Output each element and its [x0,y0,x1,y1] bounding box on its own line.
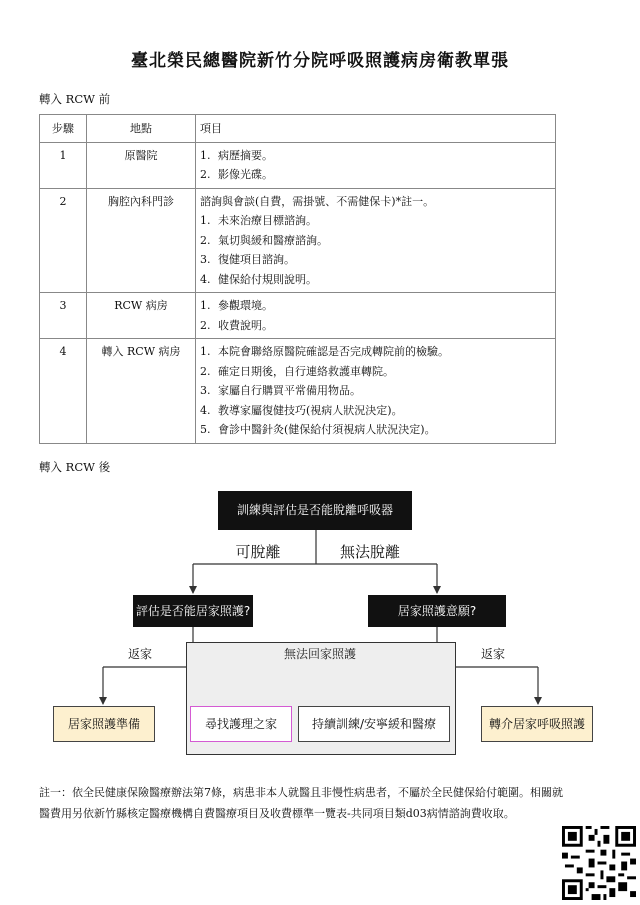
list-item: 1. 參觀環境。 [200,299,273,312]
list-item: 3. 家屬自行購買平常備用物品。 [200,384,361,397]
section-after-heading: 轉入 RCW 後 [39,460,111,474]
section-before-heading: 轉入 RCW 前 [39,92,111,106]
list-item: 2. 影像光碟。 [200,168,273,181]
step-number: 3 [40,293,87,339]
cannot-wean-label: 無法脫離 [339,543,400,561]
step-place: 轉入 RCW 病房 [87,339,196,444]
list-item: 3. 復健項目諮詢。 [200,253,295,266]
step-number: 1 [40,142,87,188]
list-item: 5. 會診中醫針灸(健保給付須視病人狀況決定)。 [200,423,436,436]
step-number: 4 [40,339,87,444]
assess-home-care-box: 評估是否能居家照護? [133,595,253,627]
can-wean-label: 可脫離 [235,543,281,561]
list-item: 1. 本院會聯絡原醫院確認是否完成轉院前的檢驗。 [200,345,449,358]
home-care-prep-box: 居家照護準備 [53,706,155,742]
page-title: 臺北榮民總醫院新竹分院呼吸照護病房衛教單張 [131,51,509,71]
list-item: 1. 病歷摘要。 [200,148,273,162]
go-home-left-label: 返家 [127,647,152,661]
continue-training-box: 持續訓練/安寧緩和醫療 [298,706,450,742]
header-place: 地點 [87,115,196,143]
list-item: 4. 教導家屬復健技巧(視病人狀況決定)。 [200,403,403,417]
step-place: RCW 病房 [87,293,196,339]
home-care-willingness-box: 居家照護意願? [368,595,506,627]
step-place: 胸腔內科門診 [87,188,196,293]
flow-start-box: 訓練與評估是否能脫離呼吸器 [218,491,412,530]
step-intro: 諮詢與會談(自費，需掛號、不需健保卡)*註一。 [200,194,435,208]
no-home-care-label: 無法回家照護 [283,647,356,661]
footnote: 註一：依全民健康保險醫療辦法第7條，病患非本人就醫且非慢性病患者，不屬於全民健保給付範圍。相關就醫費用另依新竹縣核定醫療機構自費醫療項目及收費標準一覽表-共同項目類d03病情諮詢費收取。 [39,786,563,820]
list-item: 2. 確定日期後，自行連絡救護車轉院。 [200,364,394,378]
step-number: 2 [40,188,87,293]
qr-code-icon [562,826,636,900]
find-nursing-home-box: 尋找護理之家 [190,706,292,742]
header-step: 步驟 [40,115,87,143]
list-item: 2. 氣切與緩和醫療諮詢。 [200,233,328,247]
list-item: 4. 健保給付規則說明。 [200,272,317,286]
step-place: 原醫院 [87,142,196,188]
list-item: 1. 未來治療目標諮詢。 [200,214,317,227]
header-items: 項目 [196,115,556,143]
list-item: 2. 收費說明。 [200,318,273,332]
go-home-right-label: 返家 [480,647,505,661]
refer-home-respiratory-box: 轉介居家呼吸照護 [481,706,593,742]
